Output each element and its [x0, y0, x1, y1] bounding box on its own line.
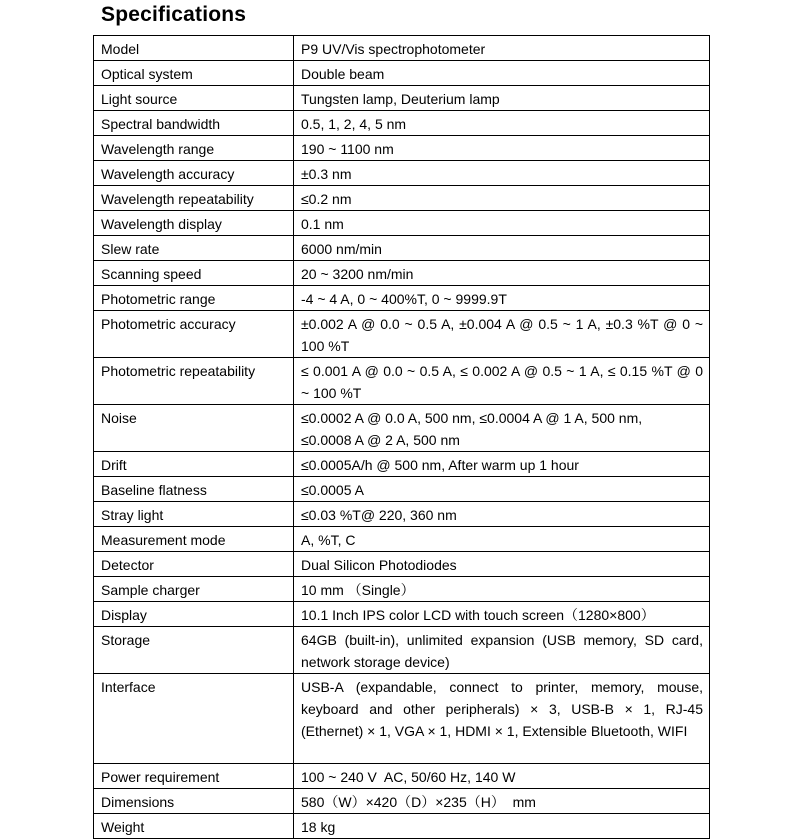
- table-row: [94, 136, 710, 161]
- spec-label: Measurement mode: [94, 527, 294, 552]
- spec-label: Detector: [94, 552, 294, 577]
- spec-value: 0.1 nm: [294, 211, 710, 236]
- spec-value: A, %T, C: [294, 527, 710, 552]
- table-row: [94, 477, 710, 502]
- spec-label: Weight: [94, 814, 294, 839]
- table-row: [94, 814, 710, 839]
- spec-value: 10 mm （Single）: [294, 577, 710, 602]
- spec-label: Wavelength accuracy: [94, 161, 294, 186]
- table-row: [94, 261, 710, 286]
- table-row: [94, 602, 710, 627]
- table-row: [94, 527, 710, 552]
- spec-value: 20 ~ 3200 nm/min: [294, 261, 710, 286]
- spec-label: Power requirement: [94, 764, 294, 789]
- table-row: [94, 161, 710, 186]
- spec-value: USB-A (expandable, connect to printer, memory, mouse, keyboard and other peripherals) × 3, USB-B × 1, RJ-45 (Ethernet) × 1, VGA × 1, HDMI × 1, Extensible Bluetooth, WIFI: [294, 674, 710, 764]
- spec-label: Sample charger: [94, 577, 294, 602]
- table-row: [94, 36, 710, 61]
- spec-value: 190 ~ 1100 nm: [294, 136, 710, 161]
- spec-value: ≤0.2 nm: [294, 186, 710, 211]
- spec-label: Spectral bandwidth: [94, 111, 294, 136]
- table-row: [94, 286, 710, 311]
- spec-value: Dual Silicon Photodiodes: [294, 552, 710, 577]
- spec-value: ≤ 0.001 A @ 0.0 ~ 0.5 A, ≤ 0.002 A @ 0.5 ~ 1 A, ≤ 0.15 %T @ 0 ~ 100 %T: [294, 358, 710, 405]
- table-row: [94, 405, 710, 452]
- table-row: [94, 674, 710, 764]
- spec-label: Photometric range: [94, 286, 294, 311]
- spec-value: ≤0.03 %T@ 220, 360 nm: [294, 502, 710, 527]
- table-row: [94, 577, 710, 602]
- spec-label: Stray light: [94, 502, 294, 527]
- spec-label: Dimensions: [94, 789, 294, 814]
- table-row: [94, 111, 710, 136]
- table-row: [94, 452, 710, 477]
- spec-label: Model: [94, 36, 294, 61]
- spec-value: ≤0.0005A/h @ 500 nm, After warm up 1 hour: [294, 452, 710, 477]
- spec-value: 100 ~ 240 V AC, 50/60 Hz, 140 W: [294, 764, 710, 789]
- spec-value: -4 ~ 4 A, 0 ~ 400%T, 0 ~ 9999.9T: [294, 286, 710, 311]
- spec-label: Wavelength range: [94, 136, 294, 161]
- table-row: [94, 236, 710, 261]
- spec-value: 18 kg: [294, 814, 710, 839]
- spec-value: ≤0.0005 A: [294, 477, 710, 502]
- table-row: [94, 186, 710, 211]
- table-row: [94, 211, 710, 236]
- spec-value: 580（W）×420（D）×235（H） mm: [294, 789, 710, 814]
- table-row: [94, 552, 710, 577]
- spec-value: 0.5, 1, 2, 4, 5 nm: [294, 111, 710, 136]
- spec-label: Noise: [94, 405, 294, 452]
- spec-label: Photometric repeatability: [94, 358, 294, 405]
- spec-label: Photometric accuracy: [94, 311, 294, 358]
- spec-label: Display: [94, 602, 294, 627]
- spec-value: ≤0.0002 A @ 0.0 A, 500 nm, ≤0.0004 A @ 1 A, 500 nm, ≤0.0008 A @ 2 A, 500 nm: [294, 405, 710, 452]
- table-row: [94, 61, 710, 86]
- spec-value: Tungsten lamp, Deuterium lamp: [294, 86, 710, 111]
- spec-label: Wavelength display: [94, 211, 294, 236]
- spec-label: Interface: [94, 674, 294, 764]
- table-row: [94, 358, 710, 405]
- spec-value: 10.1 Inch IPS color LCD with touch screen（1280×800）: [294, 602, 710, 627]
- spec-value: ±0.002 A @ 0.0 ~ 0.5 A, ±0.004 A @ 0.5 ~ 1 A, ±0.3 %T @ 0 ~ 100 %T: [294, 311, 710, 358]
- spec-label: Optical system: [94, 61, 294, 86]
- spec-value: P9 UV/Vis spectrophotometer: [294, 36, 710, 61]
- spec-label: Baseline flatness: [94, 477, 294, 502]
- page-title: Specifications: [101, 3, 247, 26]
- table-row: [94, 502, 710, 527]
- spec-label: Storage: [94, 627, 294, 674]
- specifications-table: [93, 35, 710, 839]
- table-row: [94, 789, 710, 814]
- table-row: [94, 627, 710, 674]
- table-row: [94, 764, 710, 789]
- spec-value: 6000 nm/min: [294, 236, 710, 261]
- spec-value: Double beam: [294, 61, 710, 86]
- spec-label: Wavelength repeatability: [94, 186, 294, 211]
- spec-label: Light source: [94, 86, 294, 111]
- spec-value: ±0.3 nm: [294, 161, 710, 186]
- table-row: [94, 311, 710, 358]
- table-row: [94, 86, 710, 111]
- spec-label: Slew rate: [94, 236, 294, 261]
- spec-label: Scanning speed: [94, 261, 294, 286]
- spec-label: Drift: [94, 452, 294, 477]
- spec-value: 64GB (built-in), unlimited expansion (USB memory, SD card, network storage device): [294, 627, 710, 674]
